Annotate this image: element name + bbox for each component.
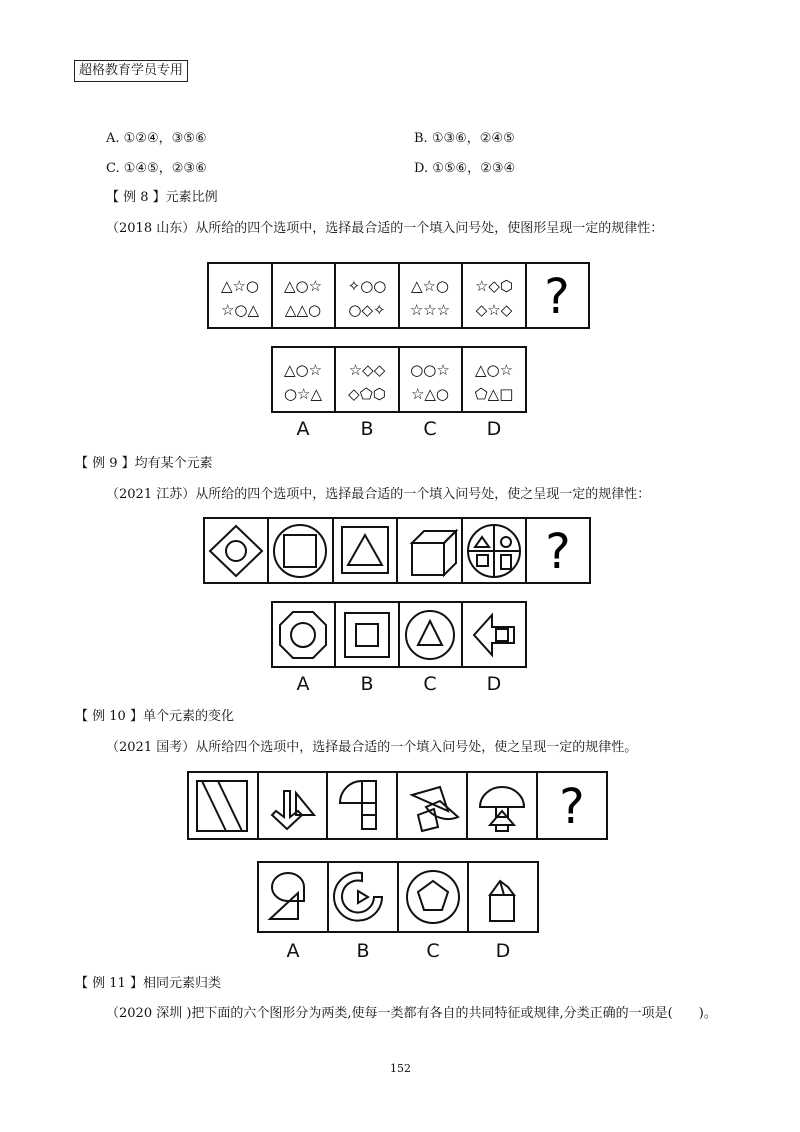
ex10-opt-d-rect xyxy=(490,895,514,921)
ex10-arrow-shape xyxy=(272,791,302,829)
ex8-label-c: C xyxy=(423,418,437,440)
ex9-label-a: A xyxy=(296,673,310,695)
ex9-opt-d-square xyxy=(496,629,508,641)
ex8-optB-top: ☆◇◇ xyxy=(348,361,386,379)
ex8-optC-bottom: ☆△○ xyxy=(410,385,450,403)
ex9-opt-b-outer-square xyxy=(345,613,389,657)
ex9-circle-shape xyxy=(274,525,326,577)
ex10-opt-b-triangle xyxy=(358,891,368,903)
ex9-mini-circle xyxy=(501,537,511,547)
example8-question: （2018 山东）从所给的四个选项中，选择最合适的一个填入问号处，使图形呈现一定的规律性： xyxy=(106,221,664,236)
ex8-label-b: B xyxy=(360,418,374,440)
example9-title: 【 例 9 】均有某个元素 xyxy=(75,456,213,471)
ex8-q-cell5-top: ☆◇⬡ xyxy=(474,277,514,295)
ex9-cube-front xyxy=(412,543,444,575)
option-c-text: C. ①④⑤，②③⑥ xyxy=(106,161,207,176)
option-d-text: D. ①⑤⑥，②③④ xyxy=(414,161,516,176)
ex8-optB-bottom: ◇⬠⬡ xyxy=(348,385,386,403)
ex8-q-cell2-top: △○☆ xyxy=(283,277,323,295)
example8-title: 【 例 8 】元素比例 xyxy=(106,190,218,205)
ex9-mini-square xyxy=(477,555,488,566)
option-a-text: A. ①②④，③⑤⑥ xyxy=(106,131,207,146)
example9-question-figure xyxy=(0,513,800,593)
ex9-opt-b-inner-square xyxy=(356,624,378,646)
example8-options-figure xyxy=(0,342,800,422)
ex8-q-cell3-top: ✧○○ xyxy=(347,277,387,295)
ex8-q-cell2-bottom: △△○ xyxy=(284,301,322,319)
ex8-optA-top: △○☆ xyxy=(283,361,323,379)
example9-question: （2021 江苏）从所给的四个选项中，选择最合适的一个填入问号处，使之呈现一定的规律性： xyxy=(106,487,651,502)
ex9-label-d: D xyxy=(486,673,502,695)
ex10-fan-shape xyxy=(412,787,448,811)
ex10-label-b: B xyxy=(356,940,370,962)
example10-title: 【 例 10 】单个元素的变化 xyxy=(75,709,234,724)
ex8-q-cell4-bottom: ☆☆☆ xyxy=(409,301,451,319)
ex8-q-cell1-top: △☆○ xyxy=(220,277,260,295)
example11-title: 【 例 11 】相同元素归类 xyxy=(75,976,221,991)
ex10-quarter-circle xyxy=(340,781,362,803)
ex8-optD-bottom: ⬠△□ xyxy=(474,385,514,403)
ex8-q-cell1-bottom: ☆○△ xyxy=(220,301,260,319)
ex10-label-a: A xyxy=(286,940,300,962)
ex9-opt-a-octagon xyxy=(280,612,326,658)
ex9-label-c: C xyxy=(423,673,437,695)
ex10-opt-a-triangle xyxy=(270,893,298,919)
ex9-opt-c-triangle xyxy=(418,621,442,645)
ex8-optA-bottom: ○☆△ xyxy=(283,385,323,403)
ex9-opt-a-circle xyxy=(291,623,315,647)
example11-question: （2020 深圳 )把下面的六个图形分为两类,使每一类都有各自的共同特征或规律,分类正确的一项是( )。 xyxy=(106,1006,717,1021)
ex9-mini-rect xyxy=(501,555,511,569)
ex8-question-mark: ? xyxy=(544,269,570,325)
ex9-inner-circle xyxy=(226,541,246,561)
ex10-label-d: D xyxy=(495,940,511,962)
ex9-label-b: B xyxy=(360,673,374,695)
ex8-label-a: A xyxy=(296,418,310,440)
ex9-cube-side xyxy=(444,531,456,575)
page-number: 152 xyxy=(390,1062,411,1075)
ex10-label-c: C xyxy=(426,940,440,962)
ex9-inner-square xyxy=(284,535,316,567)
ex10-quad-shape xyxy=(418,809,438,831)
example10-question-figure xyxy=(0,767,800,847)
ex10-base-rect xyxy=(496,825,508,831)
ex10-dome-shape xyxy=(480,787,524,807)
ex8-optC-top: ○○☆ xyxy=(410,361,450,379)
ex9-opt-c-circle xyxy=(406,611,454,659)
example10-question: （2021 国考）从所给四个选项中，选择最合适的一个填入问号处，使之呈现一定的规律性。 xyxy=(106,740,638,755)
ex8-q-cell4-top: △☆○ xyxy=(410,277,450,295)
example10-options-figure xyxy=(0,857,800,937)
ex9-mini-triangle xyxy=(475,537,489,547)
ex10-opt-c-pentagon xyxy=(418,881,448,910)
example9-options-figure xyxy=(0,597,800,677)
ex10-opt-c-circle xyxy=(407,871,459,923)
ex10-opt-a-semicircle xyxy=(272,873,304,901)
option-b-text: B. ①③⑥，②④⑤ xyxy=(414,131,515,146)
ex8-q-cell3-bottom: ○◇✧ xyxy=(348,301,386,319)
header-tag: 超格教育学员专用 xyxy=(74,60,188,82)
ex9-question-mark: ? xyxy=(545,524,571,580)
ex10-upper-rect xyxy=(362,781,376,803)
ex8-label-d: D xyxy=(486,418,502,440)
ex10-question-mark: ? xyxy=(559,779,585,835)
ex8-optD-top: △○☆ xyxy=(474,361,514,379)
ex8-q-cell5-bottom: ◇☆◇ xyxy=(475,301,513,319)
ex9-diamond-shape xyxy=(210,526,262,576)
ex9-inner-triangle xyxy=(348,535,382,565)
